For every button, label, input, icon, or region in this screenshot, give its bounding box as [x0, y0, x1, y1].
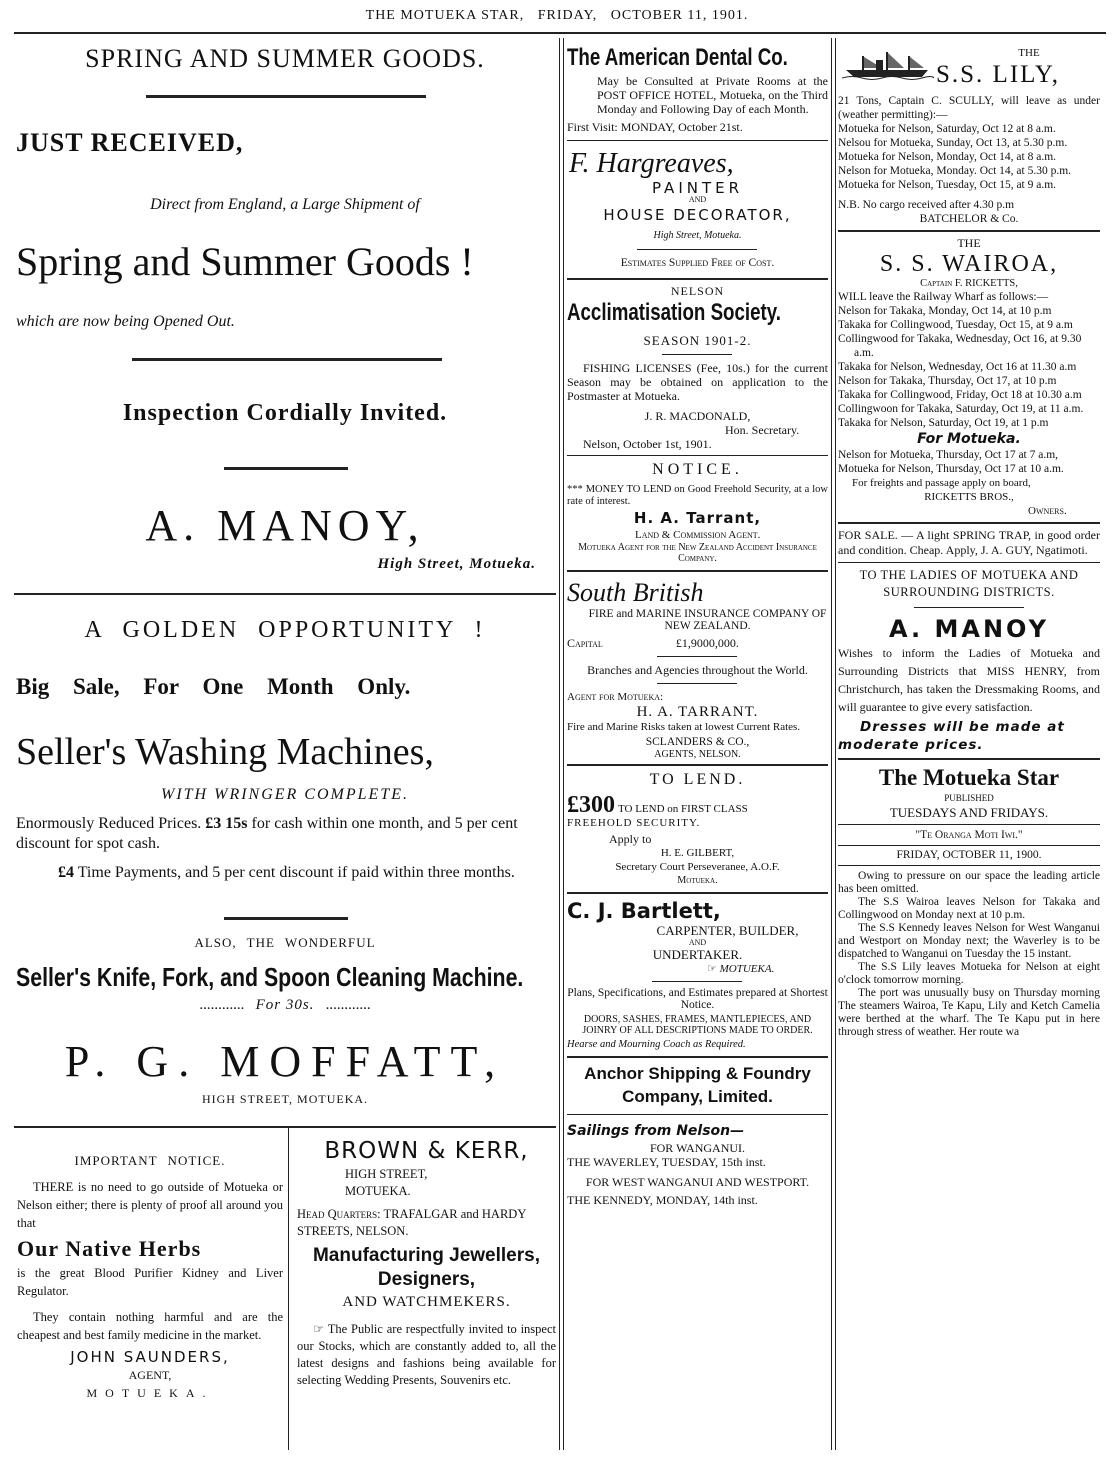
moffatt-time-post: Time Payments, and 5 per cent discount if paid within three months.: [77, 864, 515, 881]
masthead: [0, 8, 1114, 24]
divider: [838, 824, 1100, 825]
saunders-p1: THERE is no need to go outside of Motueka or Nelson either; there is plenty of proof all around you that: [17, 1180, 283, 1230]
to-lend-amount-line: [567, 792, 828, 818]
lily-sig: BATCHELOR & Co.: [919, 213, 1019, 225]
wairoa-freights: For freights and passage apply on board,: [852, 477, 1031, 489]
anchor-sailings: Sailings from Nelson—: [567, 1123, 745, 1139]
manoy-name: A. MANOY,: [145, 501, 425, 550]
divider: [838, 562, 1100, 563]
ladies-heading: TO THE LADIES OF MOTUEKA AND SURROUNDING DISTRICTS.: [859, 568, 1079, 599]
dental-visit: First Visit: MONDAY, October 21st.: [567, 120, 743, 134]
saunders-p2: is the great Blood Purifier Kidney and Liver Regulator.: [17, 1266, 283, 1298]
divider: [838, 845, 1100, 846]
masthead-day: FRIDAY,: [537, 8, 598, 23]
manoy-address: High Street, Motueka.: [377, 556, 536, 572]
manoy-direct: Direct from England, a Large Shipment of: [150, 196, 420, 213]
acclim-nelson: NELSON: [670, 284, 725, 298]
bartlett-plans: Plans, Specifications, and Estimates prepared at Shortest Notice.: [567, 987, 828, 1011]
moffatt-time: [16, 863, 554, 883]
masthead-paper: THE MOTUEKA STAR,: [365, 8, 525, 23]
brown-kerr-hq-address: TRAFALGAR and HARDY STREETS, NELSON.: [297, 1207, 526, 1238]
right-column: [838, 44, 1100, 1039]
news-paragraph: The S.S Lily leaves Motueka for Nelson at eight o'clock tomorrow morning.: [838, 961, 1100, 986]
anchor-waverley: THE WAVERLEY, TUESDAY, 15th inst.: [567, 1155, 766, 1169]
dental-text: May be Consulted at Private Rooms at the POST OFFICE HOTEL, Motueka, on the Third Monday and Following Day of each Month.: [597, 74, 828, 116]
saunders-p3: They contain nothing harmful and are the cheapest and best family medicine in the market.: [17, 1310, 283, 1342]
south-british-sub: FIRE and MARINE INSURANCE COMPANY OF NEW ZEALAND.: [588, 608, 827, 632]
tarrant-name: H. A. Tarrant,: [633, 509, 762, 527]
news-paragraph: The S.S Kennedy leaves Nelson for West Wanganui and Westport on Monday next; the Waverley is to be dispatched to Wanganui on Tuesday the 15 instant.: [838, 922, 1100, 960]
wairoa-motueka-sailings: [838, 448, 1100, 476]
manoy-goods: Spring and Summer Goods !: [16, 239, 474, 284]
to-lend-text1: TO LEND on FIRST CLASS: [618, 803, 748, 815]
masthead-date: OCTOBER 11, 1901.: [610, 8, 749, 23]
brown-kerr-street: HIGH STREET,: [345, 1167, 428, 1181]
to-lend-apply: Apply to: [609, 832, 652, 846]
acclim-title: Hon. Secretary.: [725, 423, 800, 437]
middle-column: [567, 42, 828, 1207]
hargreaves-decorator: HOUSE DECORATOR,: [603, 206, 792, 224]
acclim-name: Acclimatisation Society.: [567, 299, 781, 326]
section-rule: [14, 1126, 556, 1128]
south-british-sclanders: SCLANDERS & CO.,: [645, 736, 750, 748]
manoy-heading: SPRING AND SUMMER GOODS.: [85, 44, 485, 73]
bartlett-trade: CARPENTER, BUILDER,: [656, 923, 799, 938]
wairoa-the: THE: [957, 236, 981, 250]
bartlett-hearse: Hearse and Mourning Coach as Required.: [567, 1039, 746, 1050]
brown-kerr-ad: [297, 1136, 556, 1389]
south-british-agents: AGENTS, NELSON.: [654, 749, 741, 760]
to-lend-amount: £300: [567, 792, 615, 818]
sailing-entry: Nelsou for Motueka, Sunday, Oct 13, at 5.30 p.m.: [838, 137, 1068, 149]
divider: [567, 1056, 828, 1058]
moffatt-price-post: for cash within one month, and 5 per cent discount for spot cash.: [16, 815, 518, 852]
anchor-name: Anchor Shipping & Foundry Company, Limited.: [584, 1064, 811, 1106]
moffatt-for30: [16, 997, 554, 1014]
hargreaves-and: AND: [688, 195, 707, 204]
anchor-kennedy: THE KENNEDY, MONDAY, 14th inst.: [567, 1193, 758, 1207]
bartlett-town: MOTUEKA.: [719, 963, 775, 975]
south-british-agent-label: Agent for Motueka:: [567, 691, 664, 703]
sailing-entry: Collingwoon for Takaka, Saturday, Oct 19, at 11 a.m.: [838, 403, 1084, 415]
moffatt-knife: Seller's Knife, Fork, and Spoon Cleaning Machine.: [16, 962, 524, 992]
star-news: [838, 870, 1100, 1039]
dots: ............: [199, 997, 245, 1013]
brown-kerr-name: BROWN & KERR,: [324, 1138, 529, 1164]
saunders-town: MOTUEKA.: [86, 1386, 214, 1400]
wairoa-sig: RICKETTS BROS.,: [924, 491, 1014, 503]
divider: [838, 522, 1100, 524]
south-british-risks: Fire and Marine Risks taken at lowest Current Rates.: [567, 721, 801, 733]
sailing-entry: Motueka for Nelson, Monday, Oct 14, at 8 a.m.: [838, 151, 1057, 163]
wairoa-owners: Owners.: [1028, 505, 1067, 517]
dots: ............: [325, 997, 371, 1013]
divider: [662, 354, 732, 355]
to-lend-role: Secretary Court Perseveranee, A.O.F.: [615, 861, 780, 873]
sailing-entry: Nelson for Takaka, Thursday, Oct 17, at 10 p.m: [838, 375, 1057, 387]
divider: [567, 278, 828, 280]
tarrant-role: Land & Commission Agent.: [635, 529, 761, 541]
hargreaves-painter: PAINTER: [651, 179, 744, 197]
divider: [637, 249, 757, 250]
saunders-heading: IMPORTANT NOTICE.: [74, 1153, 226, 1168]
divider: [567, 570, 828, 572]
tarrant-agent: Motueka Agent for the New Zealand Accident Insurance Company.: [578, 542, 817, 564]
divider: [567, 892, 828, 894]
divider: [657, 683, 737, 684]
acclim-season: SEASON 1901-2.: [643, 333, 752, 348]
moffatt-also: ALSO, THE WONDERFUL: [194, 935, 376, 950]
masthead-rule: [14, 32, 1106, 34]
moffatt-heading: A GOLDEN OPPORTUNITY !: [84, 617, 486, 643]
hargreaves-street: High Street, Motueka.: [653, 230, 742, 241]
sailing-entry: Collingwood for Takaka, Wednesday, Oct 16, at 9.30 a.m.: [838, 333, 1082, 359]
sailing-entry: Takaka for Nelson, Wednesday, Oct 16 at 11.30 a.m: [838, 361, 1077, 373]
column-rule-1b: [563, 38, 564, 1450]
south-british-capital: [567, 636, 828, 650]
moffatt-price: [16, 814, 554, 854]
divider: [652, 981, 742, 982]
star-dateline: FRIDAY, OCTOBER 11, 1900.: [896, 849, 1042, 861]
saunders-agent: AGENT,: [128, 1368, 172, 1382]
steamship-icon: [842, 48, 934, 80]
wairoa-captain: Captain F. RICKETTS,: [920, 278, 1018, 289]
star-motto: "Te Oranga Moti Iwi.": [915, 829, 1023, 841]
to-lend-text2: FREEHOLD SECURITY.: [567, 817, 701, 829]
sailing-entry: Nelson for Takaka, Monday, Oct 14, at 10 p.m: [838, 305, 1052, 317]
saunders-herbs: Our Native Herbs: [17, 1236, 202, 1261]
tarrant-notice-text: *** MONEY TO LEND on Good Freehold Security, at a low rate of interest.: [567, 484, 828, 507]
brown-kerr-watch: AND WATCHMEKERS.: [342, 1294, 511, 1310]
divider: [567, 764, 828, 766]
divider: [567, 455, 828, 456]
moffatt-price-pre: Enormously Reduced Prices.: [16, 815, 202, 832]
brown-kerr-text: [297, 1321, 556, 1389]
sailing-entry: Nelson for Motueka, Thursday, Oct 17 at 7 a.m,: [838, 449, 1059, 461]
divider: [132, 358, 442, 361]
divider: [146, 95, 426, 98]
moffatt-machines: Seller's Washing Machines,: [16, 731, 434, 773]
sailing-entry: Takaka for Collingwood, Friday, Oct 18 at 10.30 a.m: [838, 389, 1082, 401]
lily-intro: 21 Tons, Captain C. SCULLY, will leave as under (weather permitting):—: [838, 95, 1100, 121]
bartlett-town-line: [567, 962, 828, 976]
bartlett-undertaker: UNDERTAKER.: [652, 947, 743, 962]
pointing-hand-icon: ☞: [707, 963, 717, 975]
wairoa-sailings: [838, 304, 1100, 430]
news-paragraph: Owing to pressure on our space the leading article has been omitted.: [838, 870, 1100, 895]
hargreaves-name: F. Hargreaves,: [569, 148, 734, 179]
ladies-dresses: Dresses will be made at moderate prices.: [838, 719, 1065, 753]
brown-kerr-body: The Public are respectfully invited to inspect our Stocks, which are constantly added to, all the latest designs and fashions being available for selecting Wedding Presents, Souvenirs etc.: [297, 1322, 556, 1387]
divider: [567, 1114, 828, 1115]
brown-kerr-hq-label: Head Quarters:: [297, 1207, 381, 1221]
to-lend-heading: TO LEND.: [649, 771, 746, 788]
star-name: The Motueka Star: [878, 765, 1060, 790]
wairoa-for-motueka: For Motueka.: [917, 431, 1021, 447]
to-lend-name: H. E. GILBERT,: [660, 847, 735, 859]
moffatt-sale: Big Sale, For One Month Only.: [16, 674, 411, 699]
divider: [567, 140, 828, 141]
divider: [224, 917, 348, 920]
moffatt-wringer: WITH WRINGER COMPLETE.: [161, 786, 409, 803]
saunders-ad: [17, 1152, 283, 1402]
lily-name: S.S. LILY,: [936, 61, 1061, 88]
manoy-inspection: Inspection Cordially Invited.: [122, 400, 448, 426]
bartlett-name: C. J. Bartlett,: [567, 899, 721, 923]
divider: [224, 467, 348, 470]
sailing-entry: Takaka for Collingwood, Tuesday, Oct 15, at 9 a.m: [838, 319, 1073, 331]
column-rule-2b: [835, 38, 836, 1450]
anchor-west: FOR WEST WANGANUI AND WESTPORT.: [585, 1175, 810, 1189]
south-british-capital-value: £1,9000,000.: [675, 636, 739, 650]
sailing-entry: Takaka for Nelson, Saturday, Oct 19, at 1 p.m: [838, 417, 1049, 429]
acclim-date: Nelson, October 1st, 1901.: [583, 437, 712, 451]
bartlett-doors: DOORS, SASHES, FRAMES, MANTLEPIECES, AND JOINRY OF ALL DESCRIPTIONS MADE TO ORDER.: [582, 1014, 813, 1036]
dental-name: The American Dental Co.: [567, 44, 788, 71]
pointing-hand-icon: ☞: [313, 1322, 325, 1336]
south-british-branches: Branches and Agencies throughout the World.: [587, 663, 808, 677]
lily-nb: N.B. No cargo received after 4.30 p.m: [838, 199, 1015, 211]
ladies-text: Wishes to inform the Ladies of Motueka and Surrounding Districts that MISS HENRY, from Christchurch, has taken the Dressmaking Rooms, and will guarantee to give every satisfaction.: [838, 646, 1100, 714]
moffatt-price-30s: For 30s.: [255, 997, 315, 1013]
lily-sailings: [838, 122, 1100, 192]
brown-kerr-town: MOTUEKA.: [345, 1184, 411, 1198]
moffatt-address: HIGH STREET, MOTUEKA.: [201, 1092, 369, 1106]
star-published: PUBLISHED: [944, 793, 994, 803]
manoy-just-received: JUST RECEIVED,: [16, 128, 244, 157]
lily-the: THE: [1018, 47, 1040, 59]
south-british-agent: H. A. TARRANT.: [636, 704, 759, 720]
south-british-capital-label: Capital: [567, 636, 603, 650]
hargreaves-estimates: Estimates Supplied Free of Cost.: [620, 257, 775, 269]
sailing-entry: Motueka for Nelson, Thursday, Oct 17 at 10 a.m.: [838, 463, 1064, 475]
moffatt-name: P. G. MOFFATT,: [64, 1037, 506, 1086]
saunders-name: JOHN SAUNDERS,: [70, 1348, 230, 1366]
bartlett-and: AND: [688, 938, 707, 947]
south-british-name: South British: [567, 578, 704, 607]
column-rule-1: [559, 38, 560, 1450]
sailing-entry: Nelson for Motueka, Monday. Oct 14, at 5.30 p.m.: [838, 165, 1072, 177]
for-sale-text: FOR SALE. — A light SPRING TRAP, in good order and condition. Cheap. Apply, J. A. GUY, Ngatimoti.: [838, 528, 1100, 557]
wairoa-intro: WILL leave the Railway Wharf as follows:—: [838, 291, 1049, 303]
news-paragraph: The port was unusually busy on Thursday morning The steamers Wairoa, Te Kapu, Lily and Ketch Camelia were berthed at the wharf. The Te Kapu put in here through stress of weather. Her route wa: [838, 987, 1100, 1038]
brown-kerr-hq: [297, 1206, 556, 1240]
section-rule: [14, 593, 556, 595]
anchor-wanganui: FOR WANGANUI.: [649, 1141, 746, 1155]
wairoa-name: S. S. WAIROA,: [879, 251, 1059, 277]
ladies-name: A. MANOY: [889, 615, 1049, 643]
moffatt-price-amount: £3 15s: [205, 815, 248, 832]
divider: [914, 607, 1024, 608]
sailing-entry: Motueka for Nelson, Tuesday, Oct 15, at 9 a.m.: [838, 179, 1057, 191]
divider: [657, 656, 737, 657]
tarrant-notice-heading: NOTICE.: [652, 461, 743, 478]
divider: [838, 230, 1100, 232]
acclim-text: FISHING LICENSES (Fee, 10s.) for the current Season may be obtained on application to the Postmaster at Motueka.: [567, 361, 828, 403]
column-rule-2: [831, 38, 832, 1450]
moffatt-time-amount: £4: [58, 864, 74, 881]
acclim-sig: J. R. MACDONALD,: [644, 409, 751, 423]
brown-kerr-mfg: Manufacturing Jewellers, Designers,: [312, 1245, 540, 1290]
inner-column-rule: [288, 1128, 289, 1450]
lily-header: [838, 44, 1100, 90]
manoy-opened: which are now being Opened Out.: [16, 313, 235, 330]
news-paragraph: The S.S Wairoa leaves Nelson for Takaka and Collingwood on Monday next at 10 p.m.: [838, 896, 1100, 921]
divider: [838, 865, 1100, 866]
to-lend-town: Motueka.: [677, 875, 718, 886]
sailing-entry: Motueka for Nelson, Saturday, Oct 12 at 8 a.m.: [838, 123, 1056, 135]
divider: [838, 758, 1100, 760]
star-days: TUESDAYS AND FRIDAYS.: [889, 805, 1049, 820]
